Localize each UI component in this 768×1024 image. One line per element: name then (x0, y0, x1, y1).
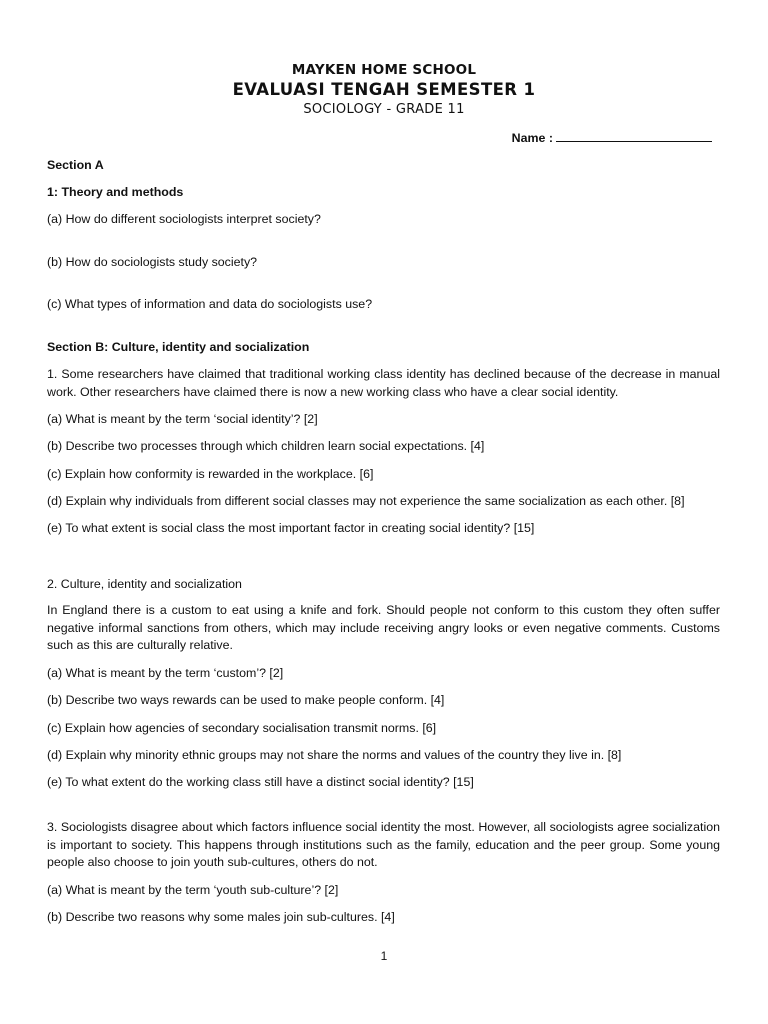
exam-title: EVALUASI TENGAH SEMESTER 1 (232, 80, 536, 99)
question-a-3: (c) What types of information and data do sociologists use? (47, 297, 373, 311)
section-a-heading: Section A (47, 158, 104, 172)
subject-line: SOCIOLOGY - GRADE 11 (303, 102, 465, 117)
section-a-topic: 1: Theory and methods (47, 185, 184, 199)
question-2e: (e) To what extent do the working class still have a distinct social identity? [15] (47, 775, 474, 789)
name-label: Name : (511, 131, 553, 145)
question-a-2: (b) How do sociologists study society? (47, 255, 258, 269)
question-2a: (a) What is meant by the term ‘custom’? [2] (47, 666, 284, 680)
question-a-1: (a) How do different sociologists interpret society? (47, 212, 321, 226)
question-2-title: 2. Culture, identity and socialization (47, 577, 242, 591)
question-1a: (a) What is meant by the term ‘social identity’? [2] (47, 412, 318, 426)
question-2d: (d) Explain why minority ethnic groups may not share the norms and values of the country they live in. [8] (47, 748, 622, 762)
question-1b: (b) Describe two processes through which children learn social expectations. [4] (47, 439, 485, 453)
question-1e: (e) To what extent is social class the most important factor in creating social identity? [15] (47, 521, 535, 535)
question-3b: (b) Describe two reasons why some males join sub-cultures. [4] (47, 910, 395, 924)
question-1-intro: 1. Some researchers have claimed that traditional working class identity has declined because of the decrease in manual work. Other researchers have claimed there is now a new working class who have a clear social identity. (47, 367, 720, 399)
section-b-heading: Section B: Culture, identity and socialization (47, 340, 310, 354)
question-1d: (d) Explain why individuals from different social classes may not experience the same socialization as each other. [8] (47, 494, 685, 508)
question-2b: (b) Describe two ways rewards can be used to make people conform. [4] (47, 693, 445, 707)
school-name: MAYKEN HOME SCHOOL (291, 62, 477, 78)
name-blank-line (556, 130, 712, 142)
question-1c: (c) Explain how conformity is rewarded in the workplace. [6] (47, 467, 374, 481)
question-2-intro: In England there is a custom to eat using a knife and fork. Should people not conform to this custom they often suffer negative informal sanctions from others, which may include receiving angry looks or even negative comments. Customs such as this are culturally relative. (47, 603, 720, 652)
question-3a: (a) What is meant by the term ‘youth sub-culture’? [2] (47, 883, 339, 897)
page-number: 1 (380, 949, 388, 963)
name-field (512, 130, 712, 145)
question-3-intro: 3. Sociologists disagree about which factors influence social identity the most. However, all sociologists agree socialization is important to society. This happens through institutions such as the family, education and the peer group. Some young people also choose to join youth sub-cultures, others do not. (47, 820, 720, 869)
question-2c: (c) Explain how agencies of secondary socialisation transmit norms. [6] (47, 721, 437, 735)
